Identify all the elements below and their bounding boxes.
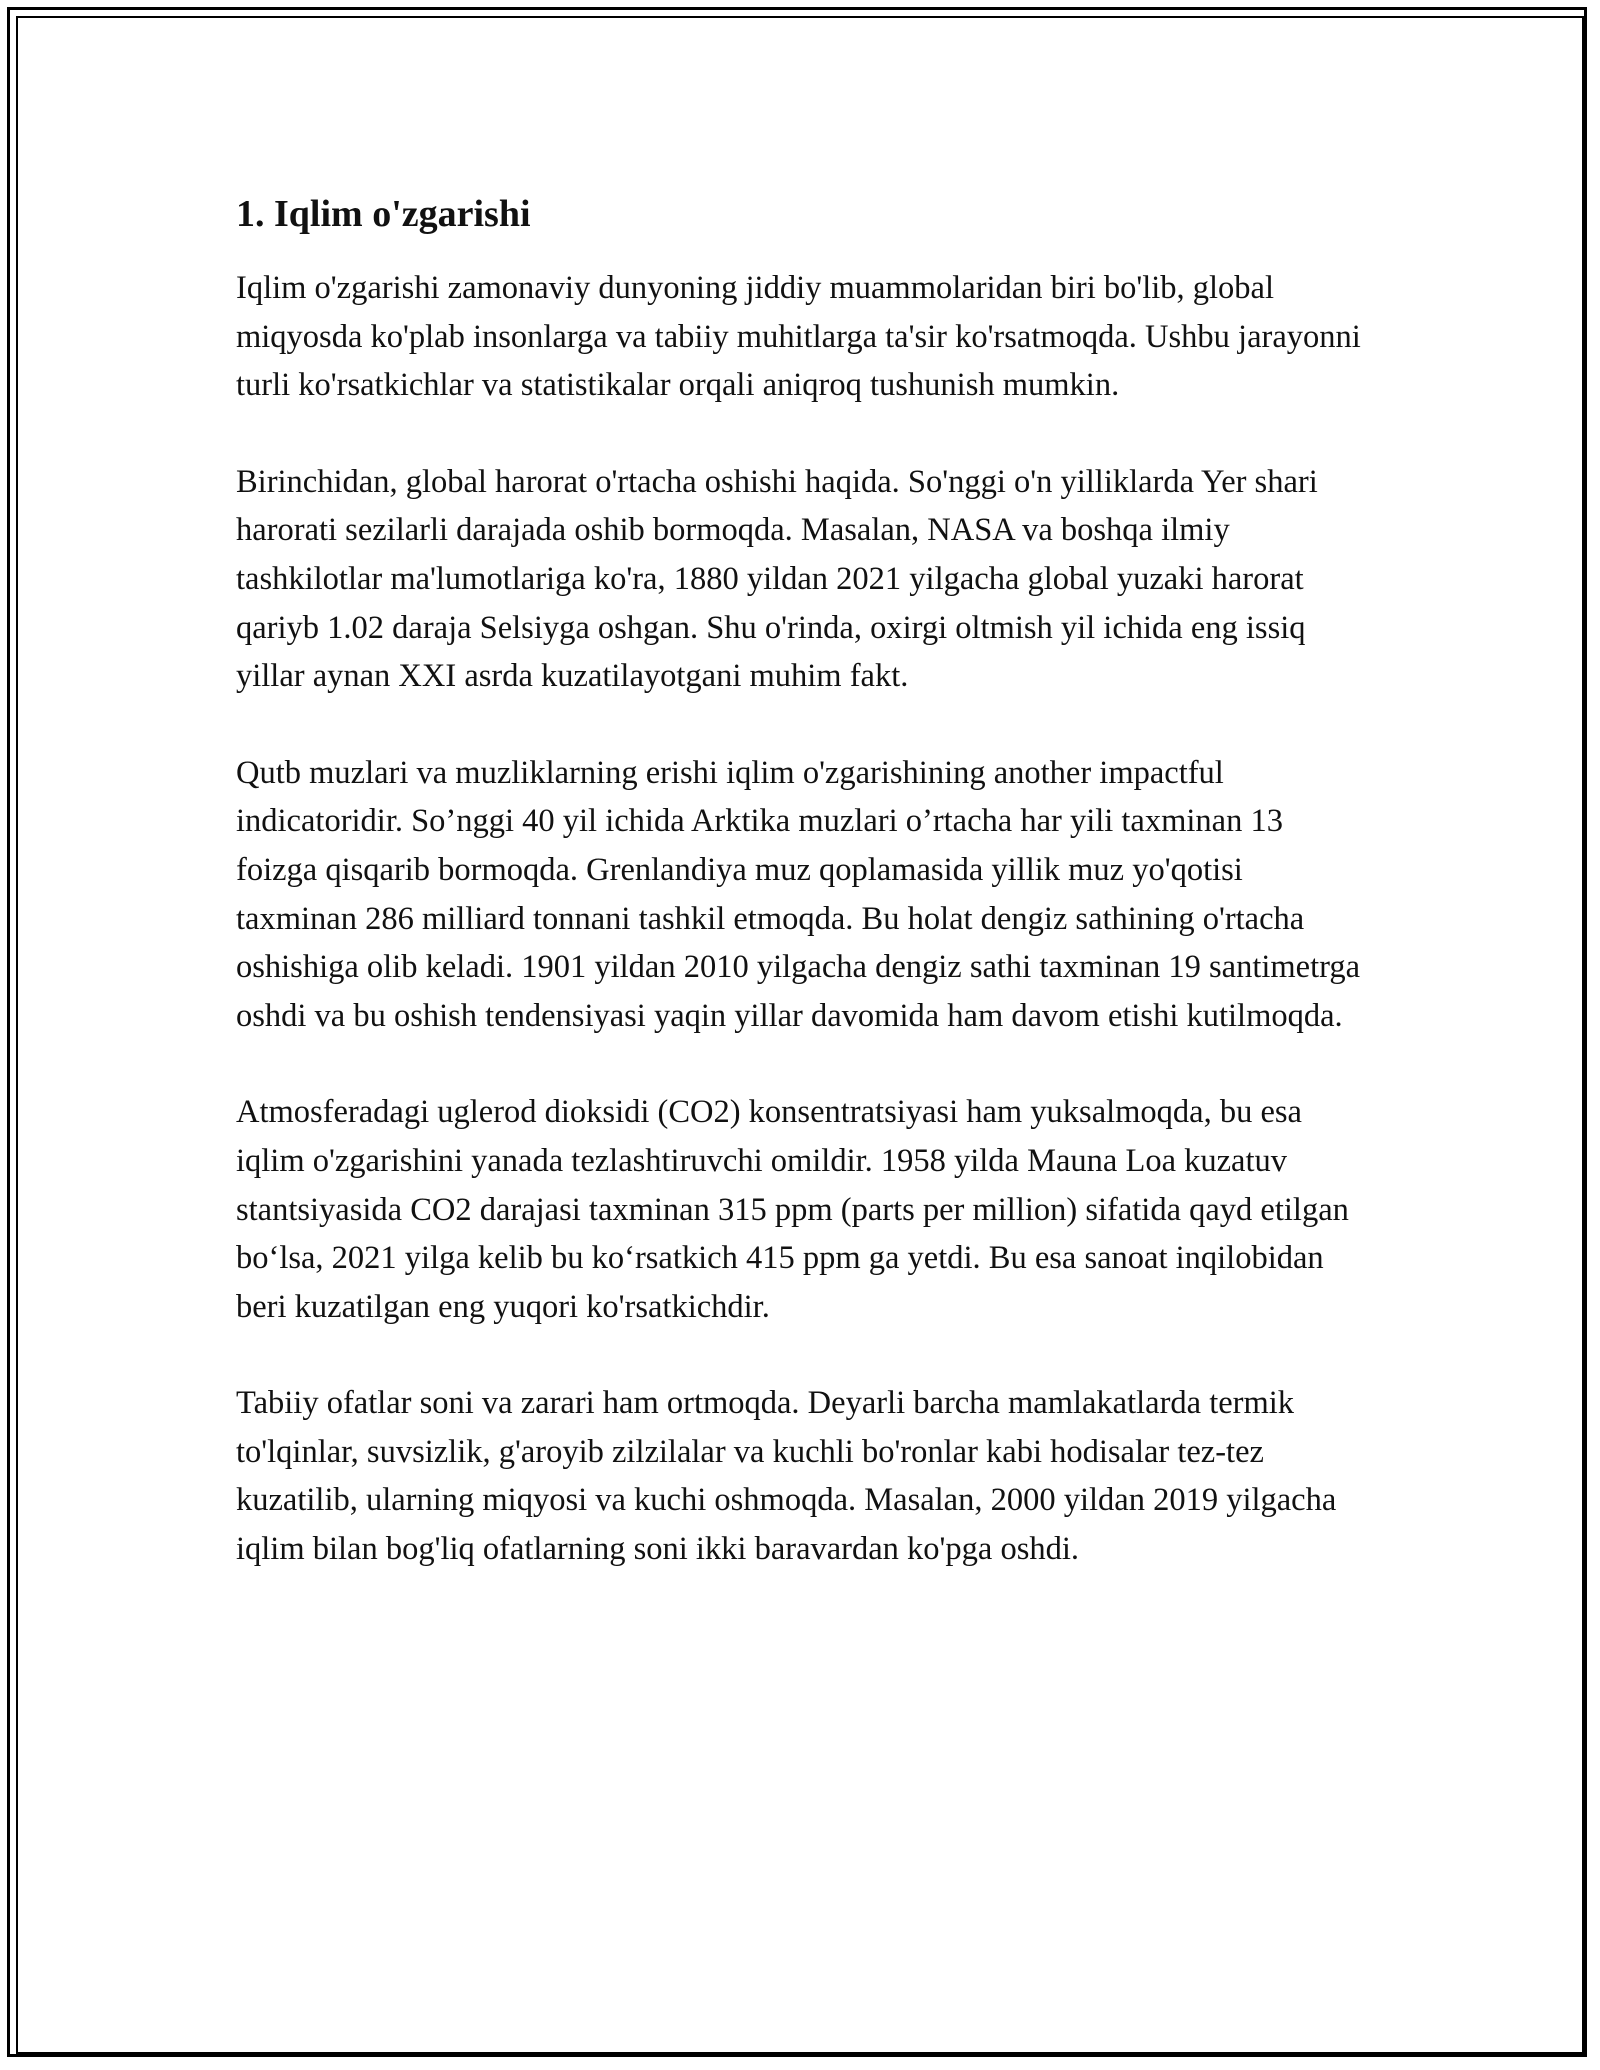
section-heading: 1. Iqlim o'zgarishi: [236, 193, 531, 235]
paragraph-intro: Iqlim o'zgarishi zamonaviy dunyoning jiddiy muammolaridan biri bo'lib, global miqyosda ko'plab insonlarga va tabiiy muhitlarga ta'sir ko'rsatmoqda. Ushbu jarayonni turli ko'rsatkichlar va statistikalar orqali aniqroq tushunish mumkin.: [236, 270, 1361, 404]
paragraph-global-temperature: Birinchidan, global harorat o'rtacha oshishi haqida. So'nggi o'n yilliklarda Yer shari harorati sezilarli darajada oshib bormoqda. Masalan, NASA va boshqa ilmiy tashkilotlar ma'lumotlariga ko'ra, 1880 yildan 2021 yilgacha global yuzaki harorat qariyb 1.02 daraja Selsiyga oshgan. Shu o'rinda, oxirgi oltmish yil ichida eng issiq yillar aynan XXI asrda kuzatilayotgani muhim fakt.: [236, 463, 1318, 695]
paragraph-natural-disasters: Tabiiy ofatlar soni va zarari ham ortmoqda. Deyarli barcha mamlakatlarda termik to'lqinlar, suvsizlik, g'aroyib zilzilalar va kuchli bo'ronlar kabi hodisalar tez-tez kuzatilib, ularning miqyosi va kuchi oshmoqda. Masalan, 2000 yildan 2019 yilgacha iqlim bilan bog'liq ofatlarning soni ikki baravardan ko'pga oshdi.: [236, 1385, 1337, 1568]
paragraph-co2: Atmosferadagi uglerod dioksidi (CO2) konsentratsiyasi ham yuksalmoqda, bu esa iqlim o'zgarishini yanada tezlashtiruvchi omildir. 1958 yilda Mauna Loa kuzatuv stantsiyasida CO2 darajasi taxminan 315 ppm (parts per million) sifatida qayd etilgan bo‘lsa, 2021 yilga kelib bu ko‘rsatkich 415 ppm ga yetdi. Bu esa sanoat inqilobidan beri kuzatilgan eng yuqori ko'rsatkichdir.: [236, 1094, 1349, 1325]
paragraph-polar-ice: Qutb muzlari va muzliklarning erishi iqlim o'zgarishining another impactful indicatoridir. So’nggi 40 yil ichida Arktika muzlari o’rtacha har yili taxminan 13 foizga qisqarib bormoqda. Grenlandiya muz qoplamasida yillik muz yo'qotisi taxminan 286 milliard tonnani tashkil etmoqda. Bu holat dengiz sathining o'rtacha oshishiga olib keladi. 1901 yildan 2010 yilgacha dengiz sathi taxminan 19 santimetrga oshdi va bu oshish tendensiyasi yaqin yillar davomida ham davom etishi kutilmoqda.: [236, 754, 1361, 1034]
document-body: [236, 186, 1366, 1622]
